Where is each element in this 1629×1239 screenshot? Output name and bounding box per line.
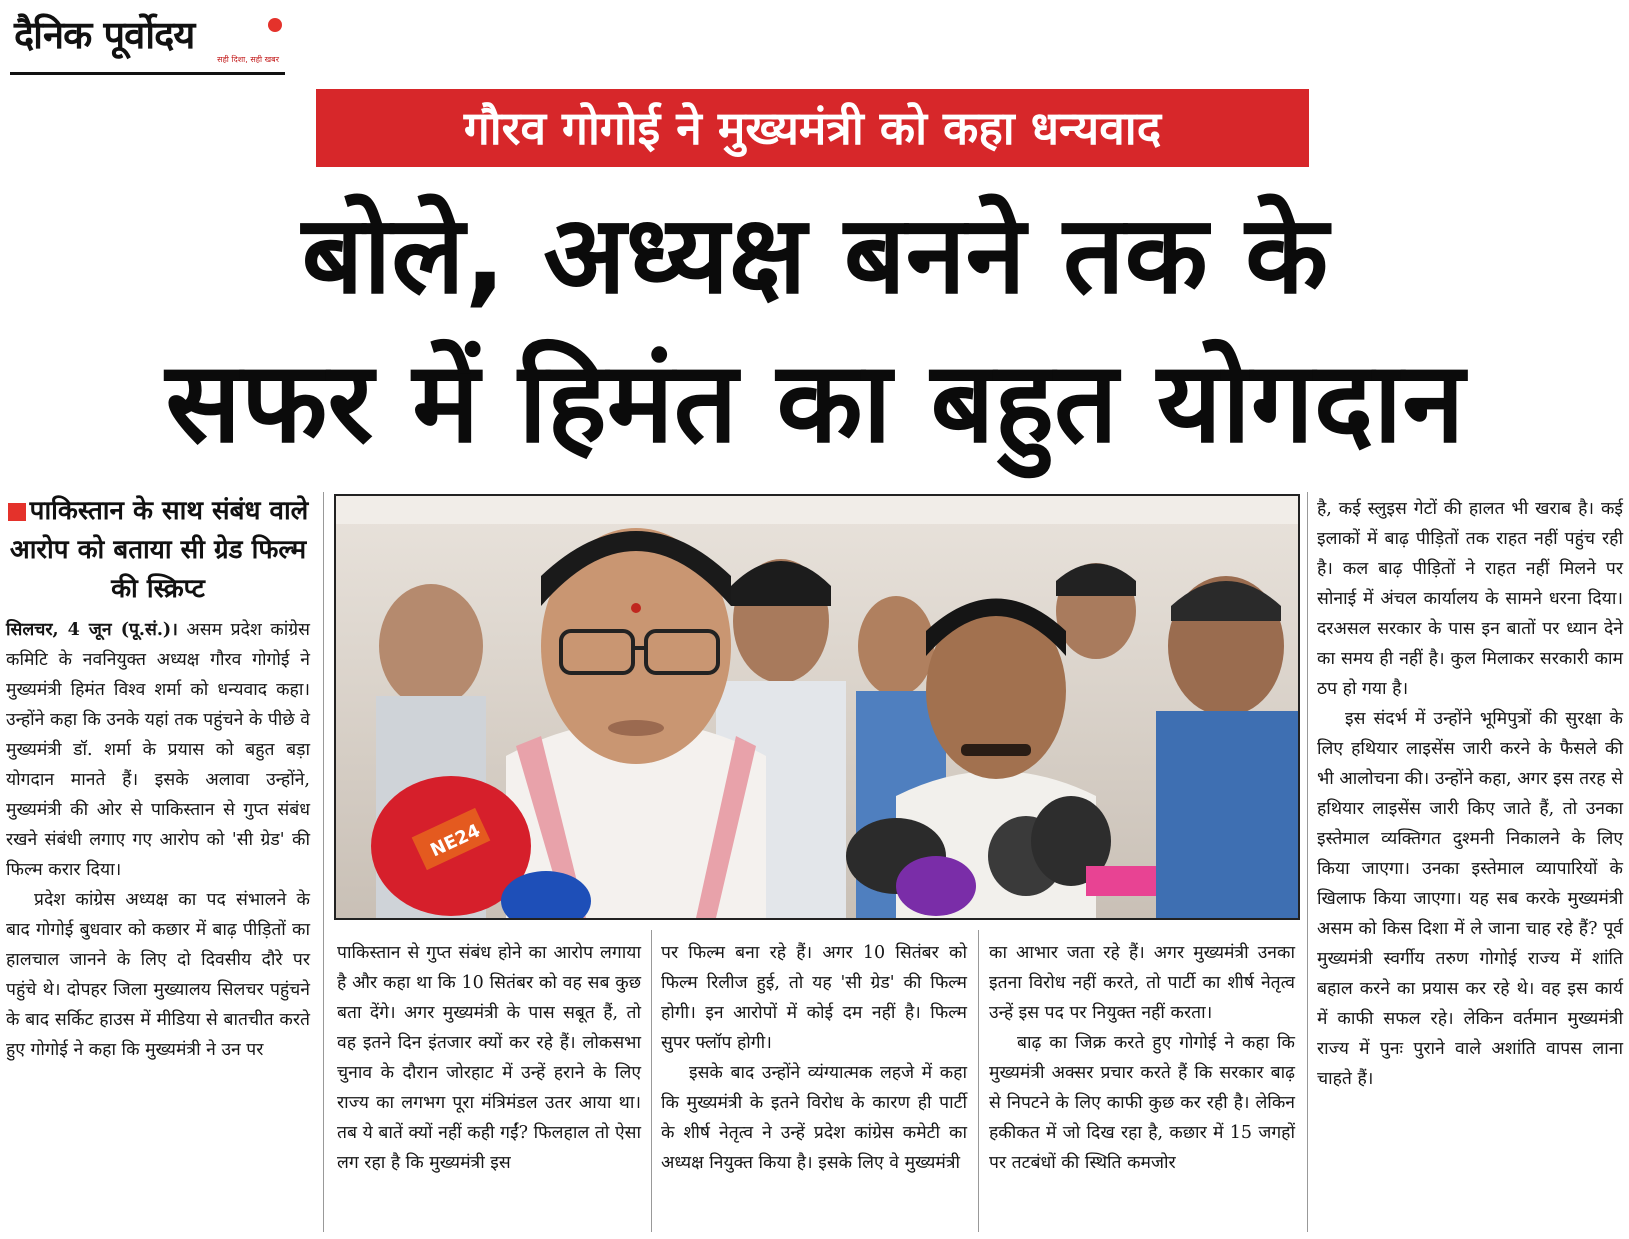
dateline: सिलचर, 4 जून (पू.सं.)।	[6, 620, 178, 640]
headline-line-2: सफर में हिमंत का बहुत योगदान	[165, 338, 1465, 468]
article-paragraph: इसके बाद उन्होंने व्यंग्यात्मक लहजे में कहा कि मुख्यमंत्री के इतने विरोध के कारण ही पार्टी के शीर्ष नेतृत्व ने उन्हें प्रदेश कांग्रेस कमेटी का अध्यक्ष नियुक्त किया है। इसके लिए वे मुख्यमंत्री	[661, 1063, 967, 1173]
article-paragraph	[6, 615, 310, 885]
mic-brand-label: NE24	[427, 820, 484, 862]
article-column-2	[337, 938, 641, 1178]
headline-line-1: बोले, अध्यक्ष बनने तक के	[301, 193, 1329, 318]
main-headline	[20, 182, 1610, 476]
newspaper-name: दैनिक पूर्वोदय	[14, 12, 195, 57]
column-divider	[323, 492, 324, 1232]
article-paragraph: है, कई स्लुइस गेटों की हालत भी खराब है। कई इलाकों में बाढ़ पीड़ितों तक राहत नहीं पहुंच रही है। कल बाढ़ पीड़ितों ने राहत नहीं मिलने पर सोनाई में अंचल कार्यालय के सामने धरना दिया। दरअसल सरकार के पास इन बातों पर ध्यान देने का समय ही नहीं है। कुल मिलाकर सरकारी काम ठप हो गया है।	[1317, 499, 1623, 699]
article-paragraph: पाकिस्तान से गुप्त संबंध होने का आरोप लगाया है और कहा था कि 10 सितंबर को वह सब कुछ बता देंगे। अगर मुख्यमंत्री के पास सबूत हैं, तो वह इतने दिन इंतजार क्यों कर रहे हैं। लोकसभा चुनाव के दौरान जोरहाट में उन्हें हराने के लिए राज्य का लगभग पूरा मंत्रिमंडल उतर आया था। तब ये बातें क्यों नहीं कही गईं? फिलहाल तो ऐसा लग रहा है कि मुख्यमंत्री इस	[337, 943, 641, 1173]
column-divider	[1307, 492, 1308, 1232]
kicker-banner: गौरव गोगोई ने मुख्यमंत्री को कहा धन्यवाद	[316, 89, 1309, 167]
newspaper-masthead	[10, 8, 285, 75]
press-conference-photo	[336, 496, 1298, 918]
article-paragraph: बाढ़ का जिक्र करते हुए गोगोई ने कहा कि मुख्यमंत्री अक्सर प्रचार करते हैं कि सरकार बाढ़ से निपटने के लिए काफी कुछ कर रही है। लेकिन हकीकत में जो दिख रहा है, कछार में 15 जगहों पर तटबंधों की स्थिति कमजोर	[989, 1033, 1295, 1173]
article-paragraph: इस संदर्भ में उन्होंने भूमिपुत्रों की सुरक्षा के लिए हथियार लाइसेंस जारी करने के फैसले की भी आलोचना की। उन्होंने कहा, अगर इस तरह से हथियार लाइसेंस जारी किए जाते हैं, तो उनका इस्तेमाल व्यक्तिगत दुश्मनी निकालने के लिए किया जाएगा। उनका इस्तेमाल व्यापारियों के खिलाफ किया जाएगा। यह सब करके मुख्यमंत्री असम को किस दिशा में ले जाना चाह रहे हैं? पूर्व मुख्यमंत्री स्वर्गीय तरुण गोगोई राज्य में शांति बहाल करने का प्रयास कर रहे थे। वह इस कार्य में काफी सफल रहे। लेकिन वर्तमान मुख्यमंत्री राज्य में पुनः पुराने वाले अशांति वापस लाना चाहते हैं।	[1317, 709, 1623, 1089]
article-paragraph: प्रदेश कांग्रेस अध्यक्ष का पद संभालने के बाद गोगोई बुधवार को कछार में बाढ़ पीड़ितों का हालचाल जानने के लिए दो दिवसीय दौरे पर पहुंचे थे। दोपहर जिला मुख्यालय सिलचर पहुंचने के बाद सर्किट हाउस में मीडिया से बातचीत करते हुए गोगोई ने कहा कि मुख्यमंत्री ने उन पर	[6, 890, 310, 1060]
column-divider	[651, 930, 652, 1232]
article-column-4	[989, 938, 1295, 1178]
subheadline	[6, 492, 310, 609]
news-photo	[334, 494, 1300, 920]
article-column-5	[1317, 494, 1623, 1094]
column-divider	[978, 930, 979, 1232]
article-column-1	[6, 492, 310, 1065]
bullet-square-icon	[8, 503, 26, 521]
subheadline-text: पाकिस्तान के साथ संबंध वाले आरोप को बताया सी ग्रेड फिल्म की स्क्रिप्ट	[9, 496, 309, 604]
paragraph-text: असम प्रदेश कांग्रेस कमिटि के नवनियुक्त अध्यक्ष गौरव गोगोई ने मुख्यमंत्री हिमंत विश्व शर्मा को धन्यवाद कहा। उन्होंने कहा कि उनके यहां तक पहुंचने के पीछे वे मुख्यमंत्री डॉ. शर्मा के प्रयास को बहुत बड़ा योगदान मानते हैं। इसके अलावा उन्होंने, मुख्यमंत्री की ओर से पाकिस्तान से गुप्त संबंध रखने संबंधी लगाए गए आरोप को 'सी ग्रेड' की फिल्म करार दिया।	[6, 620, 310, 880]
masthead-dot-icon	[268, 18, 282, 32]
article-column-3	[661, 938, 967, 1178]
article-paragraph: पर फिल्म बना रहे हैं। अगर 10 सितंबर को फिल्म रिलीज हुई, तो यह 'सी ग्रेड' की फिल्म होगी। इन आरोपों में कोई दम नहीं है। फिल्म सुपर फ्लॉप होगी।	[661, 943, 967, 1053]
article-paragraph: का आभार जता रहे हैं। अगर मुख्यमंत्री उनका इतना विरोध नहीं करते, तो पार्टी का शीर्ष नेतृत्व उन्हें इस पद पर नियुक्त नहीं करता।	[989, 943, 1295, 1023]
masthead-tagline: सही दिशा, सही खबर	[217, 55, 279, 64]
